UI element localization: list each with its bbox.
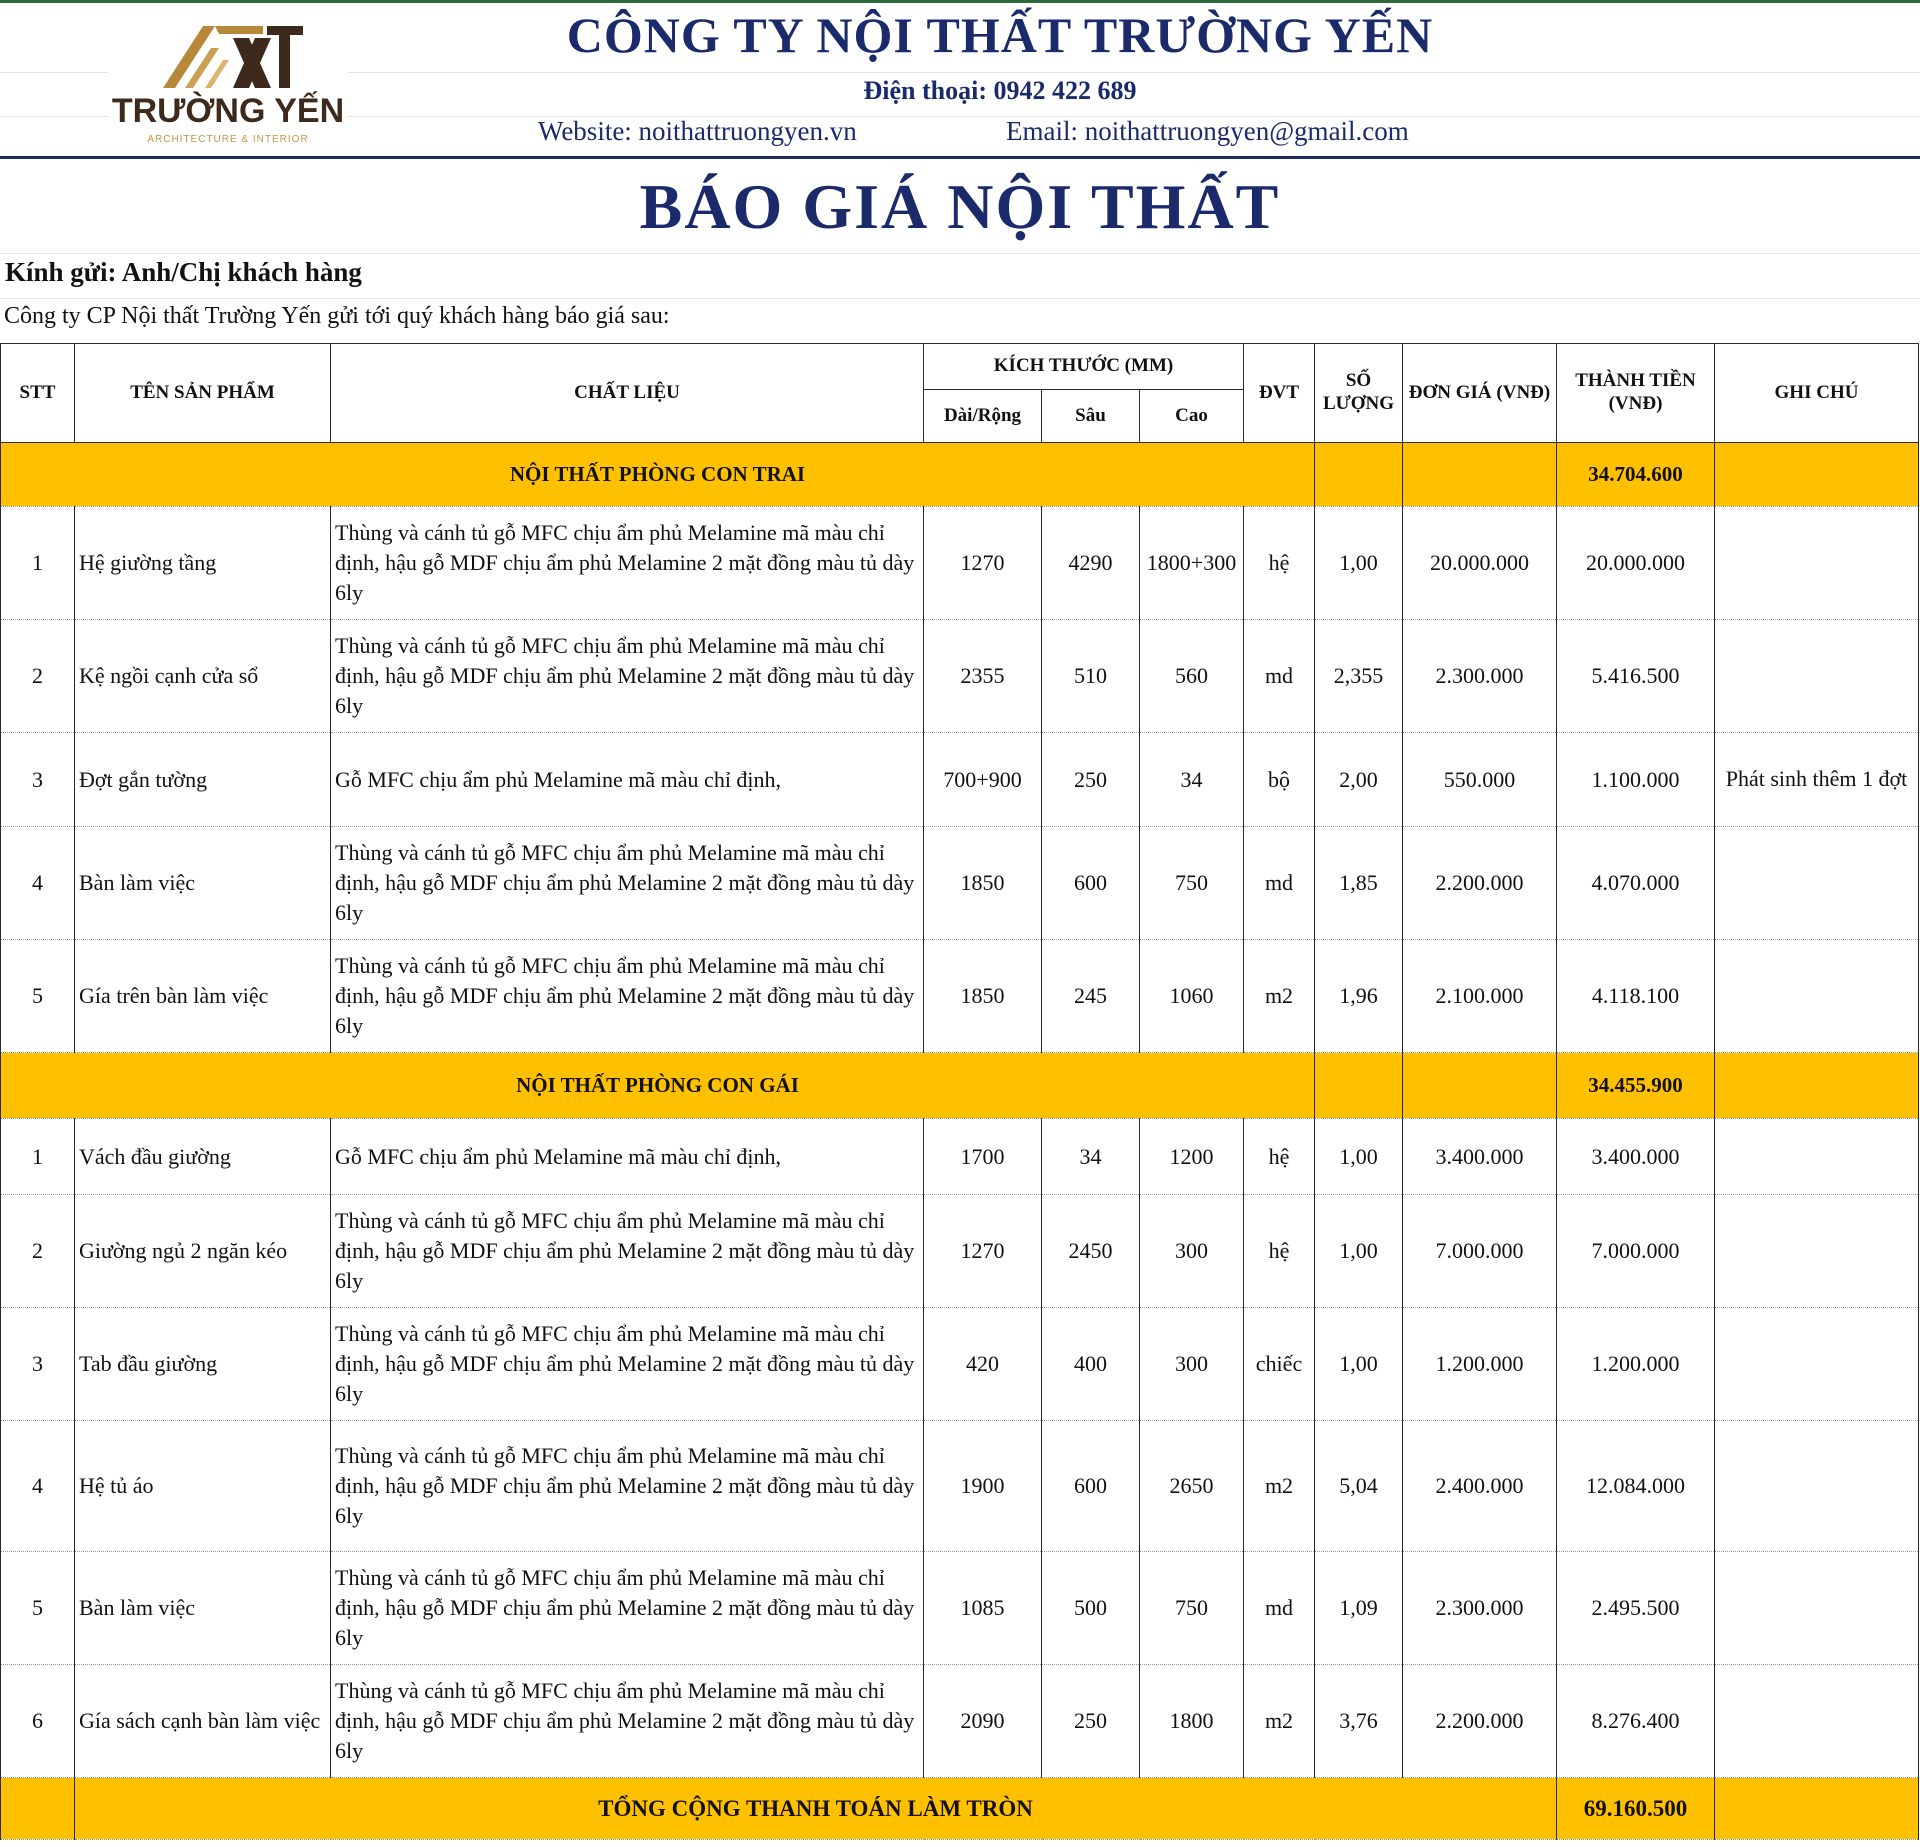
cell-qty: 1,00 [1315, 1195, 1403, 1308]
cell-material: Thùng và cánh tủ gỗ MFC chịu ẩm phủ Melamine mã màu chỉ định, hậu gỗ MDF chịu ẩm phủ Melamine 2 mặt đồng màu tủ dày 6ly [331, 827, 924, 940]
page-title: BÁO GIÁ NỘI THẤT [639, 171, 1281, 242]
cell-name: Hệ giường tầng [75, 507, 331, 620]
cell-name: Vách đầu giường [75, 1119, 331, 1195]
cell-amount: 2.495.500 [1557, 1552, 1715, 1665]
cell-amount: 8.276.400 [1557, 1665, 1715, 1778]
table-row [1, 940, 1919, 1053]
table-row [1, 1665, 1919, 1778]
cell-depth: 400 [1042, 1308, 1140, 1421]
cell-height: 560 [1140, 620, 1244, 733]
empty-cell [1715, 443, 1919, 507]
cell-amount: 3.400.000 [1557, 1119, 1715, 1195]
cell-stt: 5 [1, 1552, 75, 1665]
cell-stt: 1 [1, 507, 75, 620]
cell-qty: 1,96 [1315, 940, 1403, 1053]
cell-amount: 1.200.000 [1557, 1308, 1715, 1421]
cell-unit: hệ [1244, 1119, 1315, 1195]
col-stt: STT [1, 344, 75, 443]
cell-height: 1200 [1140, 1119, 1244, 1195]
cell-note [1715, 620, 1919, 733]
cell-qty: 5,04 [1315, 1421, 1403, 1552]
cell-width: 2090 [924, 1665, 1042, 1778]
section-title: NỘI THẤT PHÒNG CON GÁI [1, 1053, 1315, 1119]
table-row [1, 1552, 1919, 1665]
cell-depth: 34 [1042, 1119, 1140, 1195]
cell-price: 2.400.000 [1403, 1421, 1557, 1552]
col-width: Dài/Rộng [924, 390, 1042, 443]
header [0, 0, 1920, 160]
col-dimensions: KÍCH THƯỚC (MM) [924, 344, 1244, 390]
company-email: Email: noithattruongyen@gmail.com [1006, 116, 1409, 146]
table-row [1, 1119, 1919, 1195]
cell-unit: md [1244, 620, 1315, 733]
cell-width: 1085 [924, 1552, 1042, 1665]
cell-qty: 1,00 [1315, 1308, 1403, 1421]
cell-depth: 250 [1042, 733, 1140, 827]
cell-height: 750 [1140, 1552, 1244, 1665]
cell-stt: 4 [1, 1421, 75, 1552]
cell-height: 300 [1140, 1195, 1244, 1308]
col-unit: ĐVT [1244, 344, 1315, 443]
empty-cell [1403, 1053, 1557, 1119]
col-price: ĐƠN GIÁ (VNĐ) [1403, 344, 1557, 443]
cell-material: Thùng và cánh tủ gỗ MFC chịu ẩm phủ Melamine mã màu chỉ định, hậu gỗ MDF chịu ẩm phủ Melamine 2 mặt đồng màu tủ dày 6ly [331, 1308, 924, 1421]
cell-stt: 6 [1, 1665, 75, 1778]
cell-price: 550.000 [1403, 733, 1557, 827]
section-subtotal: 34.704.600 [1557, 443, 1715, 507]
cell-depth: 2450 [1042, 1195, 1140, 1308]
cell-note [1715, 940, 1919, 1053]
col-note: GHI CHÚ [1715, 344, 1919, 443]
table-row [1, 733, 1919, 827]
cell-unit: md [1244, 827, 1315, 940]
cell-width: 2355 [924, 620, 1042, 733]
cell-depth: 600 [1042, 1421, 1140, 1552]
col-depth: Sâu [1042, 390, 1140, 443]
section-title: NỘI THẤT PHÒNG CON TRAI [1, 443, 1315, 507]
quote-table [0, 343, 1919, 1840]
logo-mark-icon [153, 18, 303, 94]
company-phone: Điện thoại: 0942 422 689 [863, 76, 1137, 105]
cell-price: 20.000.000 [1403, 507, 1557, 620]
cell-price: 7.000.000 [1403, 1195, 1557, 1308]
gridline [0, 253, 1920, 254]
section-subtotal: 34.455.900 [1557, 1053, 1715, 1119]
cell-stt: 1 [1, 1119, 75, 1195]
cell-width: 700+900 [924, 733, 1042, 827]
col-qty: SỐ LƯỢNG [1315, 344, 1403, 443]
cell-name: Gía sách cạnh bàn làm việc [75, 1665, 331, 1778]
cell-name: Đợt gắn tường [75, 733, 331, 827]
cell-depth: 600 [1042, 827, 1140, 940]
cell-note [1715, 827, 1919, 940]
cell-amount: 12.084.000 [1557, 1421, 1715, 1552]
table-row [1, 1195, 1919, 1308]
cell-material: Thùng và cánh tủ gỗ MFC chịu ẩm phủ Melamine mã màu chỉ định, hậu gỗ MDF chịu ẩm phủ Melamine 2 mặt đồng màu tủ dày 6ly [331, 1421, 924, 1552]
cell-height: 2650 [1140, 1421, 1244, 1552]
cell-width: 1850 [924, 827, 1042, 940]
cell-amount: 20.000.000 [1557, 507, 1715, 620]
cell-height: 1800+300 [1140, 507, 1244, 620]
cell-name: Bàn làm việc [75, 1552, 331, 1665]
cell-height: 1060 [1140, 940, 1244, 1053]
cell-qty: 1,85 [1315, 827, 1403, 940]
cell-stt: 2 [1, 1195, 75, 1308]
cell-qty: 3,76 [1315, 1665, 1403, 1778]
top-border [0, 0, 1920, 3]
empty-cell [1715, 1053, 1919, 1119]
cell-height: 34 [1140, 733, 1244, 827]
total-label: TỔNG CỘNG THANH TOÁN LÀM TRÒN [75, 1778, 1557, 1840]
cell-material: Thùng và cánh tủ gỗ MFC chịu ẩm phủ Melamine mã màu chỉ định, hậu gỗ MDF chịu ẩm phủ Melamine 2 mặt đồng màu tủ dày 6ly [331, 1552, 924, 1665]
cell-unit: bộ [1244, 733, 1315, 827]
empty-cell [1315, 443, 1403, 507]
cell-material: Thùng và cánh tủ gỗ MFC chịu ẩm phủ Melamine mã màu chỉ định, hậu gỗ MDF chịu ẩm phủ Melamine 2 mặt đồng màu tủ dày 6ly [331, 507, 924, 620]
cell-price: 2.300.000 [1403, 620, 1557, 733]
gridline [0, 298, 1920, 299]
col-amount: THÀNH TIỀN (VNĐ) [1557, 344, 1715, 443]
cell-height: 300 [1140, 1308, 1244, 1421]
cell-note [1715, 1308, 1919, 1421]
cell-height: 750 [1140, 827, 1244, 940]
empty-cell [1715, 1778, 1919, 1840]
section-row [1, 443, 1919, 507]
cell-qty: 1,00 [1315, 1119, 1403, 1195]
logo-tagline: ARCHITECTURE & INTERIOR [147, 134, 309, 145]
cell-stt: 3 [1, 1308, 75, 1421]
cell-amount: 7.000.000 [1557, 1195, 1715, 1308]
empty-cell [1315, 1053, 1403, 1119]
cell-depth: 4290 [1042, 507, 1140, 620]
cell-material: Thùng và cánh tủ gỗ MFC chịu ẩm phủ Melamine mã màu chỉ định, hậu gỗ MDF chịu ẩm phủ Melamine 2 mặt đồng màu tủ dày 6ly [331, 1195, 924, 1308]
cell-name: Bàn làm việc [75, 827, 331, 940]
cell-price: 2.100.000 [1403, 940, 1557, 1053]
col-height: Cao [1140, 390, 1244, 443]
cell-unit: md [1244, 1552, 1315, 1665]
company-logo [108, 14, 348, 146]
cell-qty: 2,00 [1315, 733, 1403, 827]
cell-note [1715, 1421, 1919, 1552]
cell-unit: m2 [1244, 1665, 1315, 1778]
cell-material: Thùng và cánh tủ gỗ MFC chịu ẩm phủ Melamine mã màu chỉ định, hậu gỗ MDF chịu ẩm phủ Melamine 2 mặt đồng màu tủ dày 6ly [331, 1665, 924, 1778]
cell-amount: 4.118.100 [1557, 940, 1715, 1053]
total-row [1, 1778, 1919, 1840]
cell-price: 2.300.000 [1403, 1552, 1557, 1665]
cell-width: 1700 [924, 1119, 1042, 1195]
cell-qty: 2,355 [1315, 620, 1403, 733]
company-name: CÔNG TY NỘI THẤT TRƯỜNG YẾN [566, 7, 1434, 63]
cell-material: Gỗ MFC chịu ẩm phủ Melamine mã màu chỉ định, [331, 733, 924, 827]
empty-cell [1403, 443, 1557, 507]
cell-unit: chiếc [1244, 1308, 1315, 1421]
cell-note [1715, 1195, 1919, 1308]
cell-unit: hệ [1244, 507, 1315, 620]
cell-price: 3.400.000 [1403, 1119, 1557, 1195]
table-row [1, 620, 1919, 733]
cell-material: Gỗ MFC chịu ẩm phủ Melamine mã màu chỉ định, [331, 1119, 924, 1195]
section-row [1, 1053, 1919, 1119]
cell-material: Thùng và cánh tủ gỗ MFC chịu ẩm phủ Melamine mã màu chỉ định, hậu gỗ MDF chịu ẩm phủ Melamine 2 mặt đồng màu tủ dày 6ly [331, 620, 924, 733]
header-divider [0, 156, 1920, 159]
empty-cell [1, 1778, 75, 1840]
cell-name: Gía trên bàn làm việc [75, 940, 331, 1053]
cell-amount: 1.100.000 [1557, 733, 1715, 827]
cell-price: 2.200.000 [1403, 827, 1557, 940]
cell-height: 1800 [1140, 1665, 1244, 1778]
cell-qty: 1,09 [1315, 1552, 1403, 1665]
cell-name: Kệ ngồi cạnh cửa sổ [75, 620, 331, 733]
total-value: 69.160.500 [1557, 1778, 1715, 1840]
cell-price: 2.200.000 [1403, 1665, 1557, 1778]
cell-material: Thùng và cánh tủ gỗ MFC chịu ẩm phủ Melamine mã màu chỉ định, hậu gỗ MDF chịu ẩm phủ Melamine 2 mặt đồng màu tủ dày 6ly [331, 940, 924, 1053]
col-material: CHẤT LIỆU [331, 344, 924, 443]
cell-depth: 245 [1042, 940, 1140, 1053]
cell-unit: m2 [1244, 940, 1315, 1053]
cell-note [1715, 1119, 1919, 1195]
cell-name: Tab đầu giường [75, 1308, 331, 1421]
company-website: Website: noithattruongyen.vn [538, 116, 857, 146]
cell-depth: 510 [1042, 620, 1140, 733]
cell-amount: 4.070.000 [1557, 827, 1715, 940]
cell-depth: 250 [1042, 1665, 1140, 1778]
cell-width: 1900 [924, 1421, 1042, 1552]
cell-unit: hệ [1244, 1195, 1315, 1308]
cell-note [1715, 1552, 1919, 1665]
cell-stt: 5 [1, 940, 75, 1053]
greeting: Kính gửi: Anh/Chị khách hàng [5, 257, 362, 287]
table-row [1, 827, 1919, 940]
cell-width: 420 [924, 1308, 1042, 1421]
cell-depth: 500 [1042, 1552, 1140, 1665]
cell-note [1715, 507, 1919, 620]
table-row [1, 1308, 1919, 1421]
table-row [1, 1421, 1919, 1552]
table-row [1, 507, 1919, 620]
cell-qty: 1,00 [1315, 507, 1403, 620]
col-name: TÊN SẢN PHẨM [75, 344, 331, 443]
cell-unit: m2 [1244, 1421, 1315, 1552]
cell-stt: 2 [1, 620, 75, 733]
logo-brand-text: TRƯỜNG YẾN [111, 92, 345, 130]
intro-text: Công ty CP Nội thất Trường Yến gửi tới quý khách hàng báo giá sau: [4, 303, 670, 329]
cell-note [1715, 1665, 1919, 1778]
cell-note: Phát sinh thêm 1 đợt [1715, 733, 1919, 827]
header-row [1, 344, 1919, 390]
cell-stt: 4 [1, 827, 75, 940]
cell-width: 1270 [924, 507, 1042, 620]
cell-width: 1850 [924, 940, 1042, 1053]
cell-name: Hệ tủ áo [75, 1421, 331, 1552]
cell-stt: 3 [1, 733, 75, 827]
cell-amount: 5.416.500 [1557, 620, 1715, 733]
cell-price: 1.200.000 [1403, 1308, 1557, 1421]
cell-width: 1270 [924, 1195, 1042, 1308]
cell-name: Giường ngủ 2 ngăn kéo [75, 1195, 331, 1308]
